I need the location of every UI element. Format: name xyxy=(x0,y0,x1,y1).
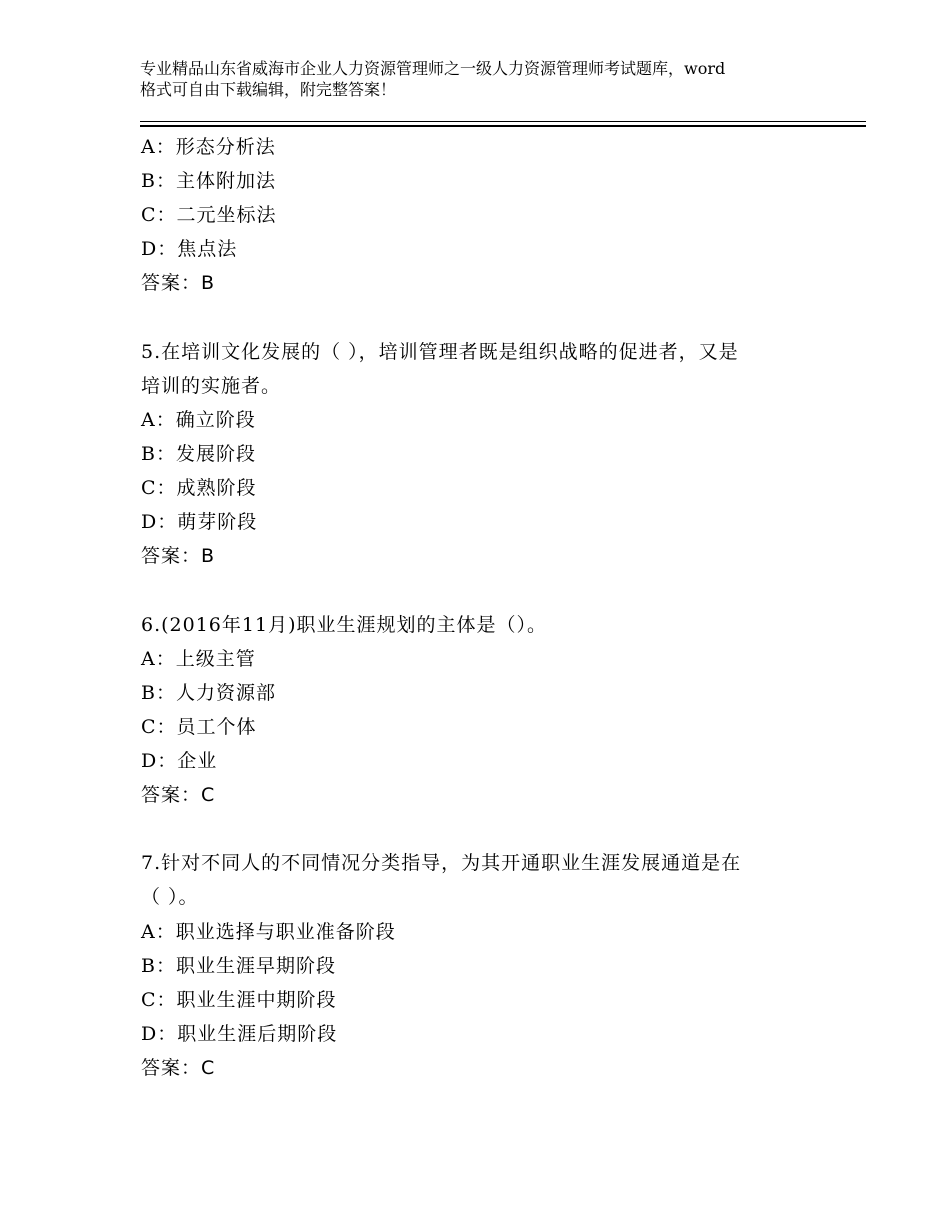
q4-option-b: B：主体附加法 xyxy=(141,170,276,192)
q6-answer: 答案：C xyxy=(141,784,216,806)
q6-option-a: A：上级主管 xyxy=(141,648,256,670)
q4-option-c: C：二元坐标法 xyxy=(141,204,277,226)
header-rule-thick xyxy=(140,125,866,127)
q5-option-c: C：成熟阶段 xyxy=(141,477,257,499)
header-rule-thin xyxy=(140,121,866,122)
q4-option-a: A：形态分析法 xyxy=(141,136,276,158)
q7-option-a: A：职业选择与职业准备阶段 xyxy=(141,921,396,943)
q7-option-c: C：职业生涯中期阶段 xyxy=(141,989,337,1011)
header-line-2: 格式可自由下载编辑，附完整答案！ xyxy=(140,80,397,99)
q5-stem-line-1: 5.在培训文化发展的（ ），培训管理者既是组织战略的促进者，又是 xyxy=(141,341,739,363)
q5-answer: 答案：B xyxy=(141,545,216,567)
q4-answer: 答案：B xyxy=(141,272,216,294)
q5-option-a: A：确立阶段 xyxy=(141,409,256,431)
q6-option-c: C：员工个体 xyxy=(141,716,257,738)
q5-stem-line-2: 培训的实施者。 xyxy=(141,375,282,397)
q7-option-b: B：职业生涯早期阶段 xyxy=(141,955,336,977)
q7-answer: 答案：C xyxy=(141,1057,216,1079)
document-header xyxy=(140,58,830,100)
q7-stem-line-1: 7.针对不同人的不同情况分类指导，为其开通职业生涯发展通道是在 xyxy=(141,852,742,874)
q6-option-d: D：企业 xyxy=(141,750,218,772)
q4-option-d: D：焦点法 xyxy=(141,238,238,260)
q6-option-b: B：人力资源部 xyxy=(141,682,276,704)
q6-stem-line-1: 6.(2016年11月)职业生涯规划的主体是（）。 xyxy=(141,614,547,636)
q7-option-d: D：职业生涯后期阶段 xyxy=(141,1023,338,1045)
header-line-1: 专业精品山东省威海市企业人力资源管理师之一级人力资源管理师考试题库，word xyxy=(140,59,726,78)
q5-option-d: D：萌芽阶段 xyxy=(141,511,258,533)
q7-stem-line-2: （ ）。 xyxy=(141,886,199,908)
q5-option-b: B：发展阶段 xyxy=(141,443,256,465)
